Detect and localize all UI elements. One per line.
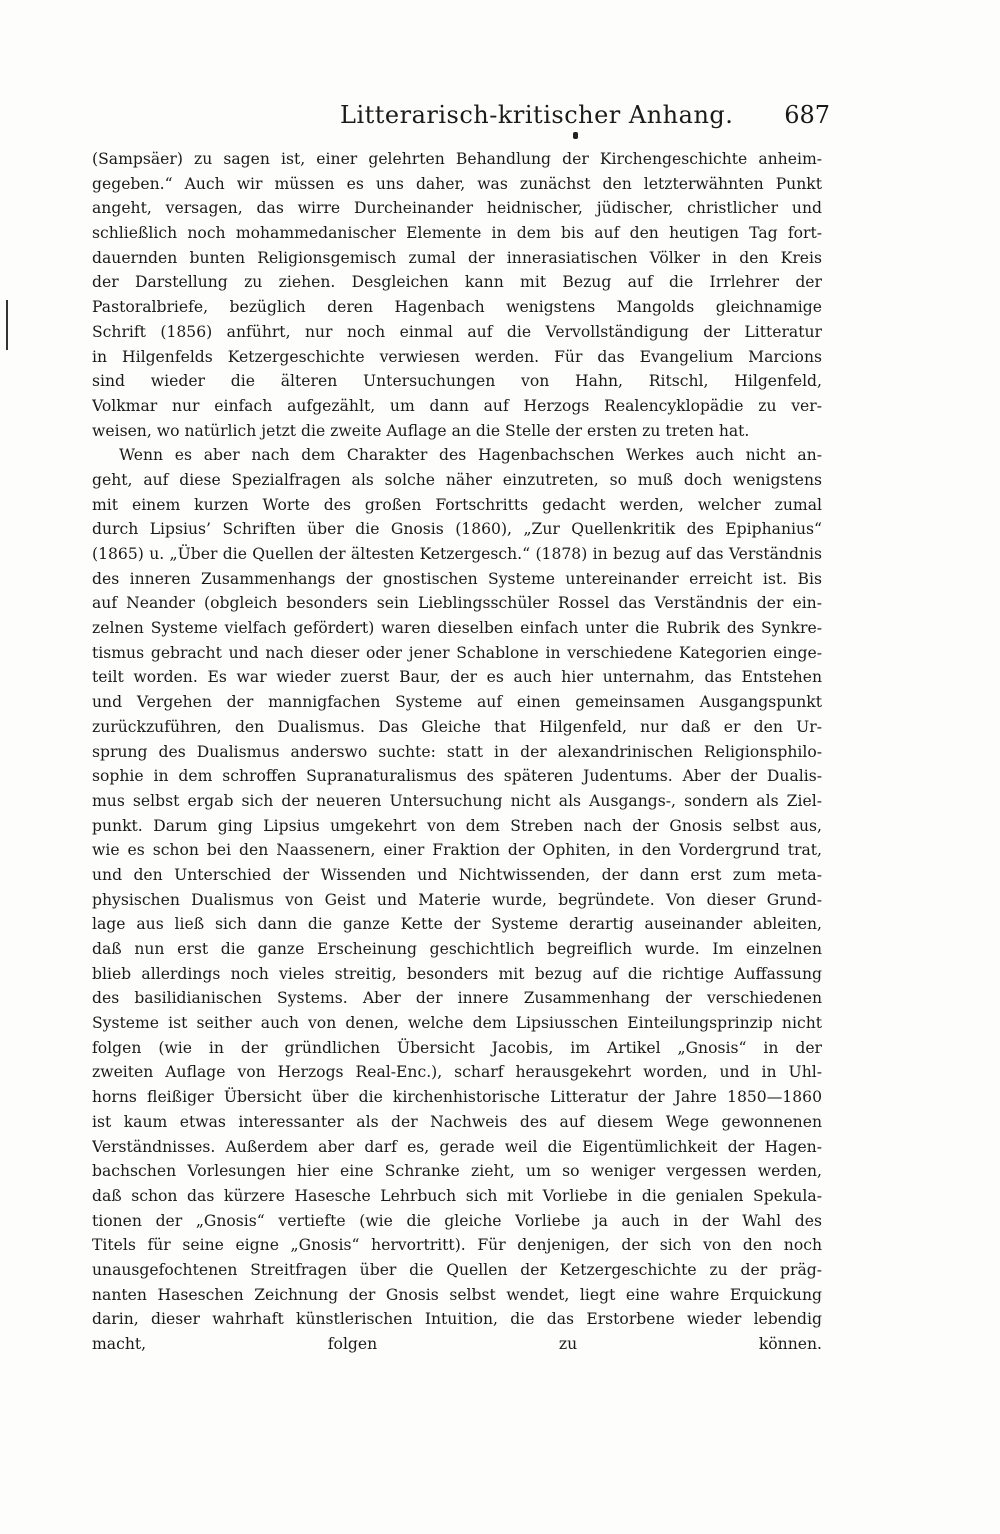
text-line: mit einem kurzen Worte des großen Fortschritts gedacht werden, welcher zumal (92, 495, 822, 514)
text-line: daß nun erst die ganze Erscheinung geschichtlich begreiflich wurde. Im einzelnen (92, 940, 822, 958)
text-line: physischen Dualismus von Geist und Materie wurde, begründete. Von dieser Grund- (92, 890, 822, 909)
text-line: zurückzuführen, den Dualismus. Das Gleiche that Hilgenfeld, nur daß er den Ur- (92, 717, 822, 736)
text-line (92, 1357, 822, 1382)
text-line: Schrift (1856) anführt, nur noch einmal auf die Vervollständigung der Litteratur (92, 322, 822, 341)
text-line: des inneren Zusammenhangs der gnostischen Systeme untereinander erreicht ist. Bis (92, 569, 822, 588)
text-line: unausgefochtenen Streitfragen über die Quellen der Ketzergeschichte zu der präg- (92, 1260, 822, 1279)
ink-speck (573, 132, 578, 139)
text-line: bachschen Vorlesungen hier eine Schranke zieht, um so weniger vergessen werden, (92, 1162, 822, 1181)
text-line: teilt worden. Es war wieder zuerst Baur, der es auch hier unternahm, das Entstehen (92, 668, 822, 687)
text-line: Systeme ist seither auch von denen, welche dem Lipsiusschen Einteilungsprinzip nicht (92, 1014, 822, 1033)
text-line: nanten Haseschen Zeichnung der Gnosis selbst wendet, liegt eine wahre Erquickung (92, 1285, 822, 1304)
text-line: sprung des Dualismus anderswo suchte: statt in der alexandrinischen Religionsphilo- (92, 742, 822, 761)
text-line: sind wieder die älteren Untersuchungen von Hahn, Ritschl, Hilgenfeld, (92, 372, 822, 391)
text-line: Verständnisses. Außerdem aber darf es, gerade weil die Eigentümlichkeit der Hagen- (92, 1137, 822, 1156)
text-line: Titels für seine eigne „Gnosis“ hervortritt). Für denjenigen, der sich von den noch (92, 1236, 822, 1255)
text-line: durch Lipsius’ Schriften über die Gnosis (1860), „Zur Quellenkritik des Epiphanius“ (92, 520, 822, 539)
page-number: 687 (784, 101, 830, 129)
running-title: Litterarisch-kritischer Anhang. (340, 101, 734, 129)
text-line: der Darstellung zu ziehen. Desgleichen kann mit Bezug auf die Irrlehrer der (92, 273, 822, 292)
text-line: Wenn es aber nach dem Charakter des Hagenbachschen Werkes auch nicht an- (119, 446, 822, 465)
text-line: darin, dieser wahrhaft künstlerischen Intuition, die das Erstorbene wieder lebendig (92, 1310, 822, 1329)
text-line: ist kaum etwas interessanter als der Nachweis des auf diesem Wege gewonnenen (92, 1112, 822, 1131)
body-text (92, 147, 822, 1381)
text-line: und den Unterschied der Wissenden und Nichtwissenden, der dann erst zum meta- (92, 865, 822, 884)
text-line: daß schon das kürzere Hasesche Lehrbuch sich mit Vorliebe in die genialen Spekula- (92, 1186, 822, 1205)
text-line: gegeben.“ Auch wir müssen es uns daher, was zunächst den letzterwähnten Punkt (92, 174, 822, 193)
text-line: geht, auf diese Spezialfragen als solche näher einzutreten, so muß doch wenigstens (92, 470, 822, 489)
text-line: lage aus ließ sich dann die ganze Kette der Systeme derartig auseinander ableiten, (92, 915, 822, 934)
text-line: Pastoralbriefe, bezüglich deren Hagenbach wenigstens Mangolds gleichnamige (92, 298, 822, 317)
text-line: (Sampsäer) zu sagen ist, einer gelehrten Behandlung der Kirchengeschichte anheim- (92, 150, 822, 168)
text-line: tismus gebracht und nach dieser oder jener Schablone in verschiedene Kategorien einge- (92, 643, 822, 662)
text-line: auf Neander (obgleich besonders sein Lieblingsschüler Rossel das Verständnis der ein- (92, 594, 822, 613)
text-line: dauernden bunten Religionsgemisch zumal der innerasiatischen Völker in den Kreis (92, 248, 822, 267)
text-line: folgen (wie in der gründlichen Übersicht Jacobis, im Artikel „Gnosis“ in der (92, 1038, 822, 1057)
text-line: sophie in dem schroffen Supranaturalismus des späteren Judentums. Aber der Dualis- (92, 767, 822, 786)
text-line: (1865) u. „Über die Quellen der ältesten Ketzergesch.“ (1878) in bezug auf das Verständnis (92, 545, 822, 563)
text-line: und Vergehen der mannigfachen Systeme auf einen gemeinsamen Ausgangspunkt (92, 693, 822, 712)
text-line: weisen, wo natürlich jetzt die zweite Auflage an die Stelle der ersten zu treten hat. (92, 421, 750, 440)
text-line: schließlich noch mohammedanischer Elemente in dem bis auf den heutigen Tag fort- (92, 224, 822, 243)
text-line: blieb allerdings noch vieles streitig, besonders mit bezug auf die richtige Auffassung (92, 964, 822, 983)
text-line: zelnen Systeme vielfach gefördert) waren dieselben einfach unter die Rubrik des Synkre- (92, 619, 822, 638)
text-line: mus selbst ergab sich der neueren Untersuchung nicht als Ausgangs-, sondern als Ziel- (92, 791, 822, 810)
text-line: zweiten Auflage von Herzogs Real-Enc.), scharf herausgekehrt worden, und in Uhl- (92, 1063, 822, 1082)
text-line: angeht, versagen, das wirre Durcheinander heidnischer, jüdischer, christlicher und (92, 199, 822, 218)
text-line: macht, folgen zu können. (92, 1335, 822, 1353)
running-head (90, 95, 830, 135)
margin-mark (6, 300, 8, 350)
text-line: wie es schon bei den Naassenern, einer Fraktion der Ophiten, in den Vordergrund trat, (92, 841, 822, 860)
text-line: des basilidianischen Systems. Aber der innere Zusammenhang der verschiedenen (92, 989, 822, 1008)
text-line: tionen der „Gnosis“ vertiefte (wie die gleiche Vorliebe ja auch in der Wahl des (92, 1211, 822, 1230)
text-line: Volkmar nur einfach aufgezählt, um dann auf Herzogs Realencyklopädie zu ver- (92, 396, 822, 415)
text-line: punkt. Darum ging Lipsius umgekehrt von dem Streben nach der Gnosis selbst aus, (92, 816, 822, 835)
text-line: in Hilgenfelds Ketzergeschichte verwiesen werden. Für das Evangelium Marcions (92, 347, 822, 366)
text-line: horns fleißiger Übersicht über die kirchenhistorische Litteratur der Jahre 1850—1860 (92, 1088, 822, 1107)
